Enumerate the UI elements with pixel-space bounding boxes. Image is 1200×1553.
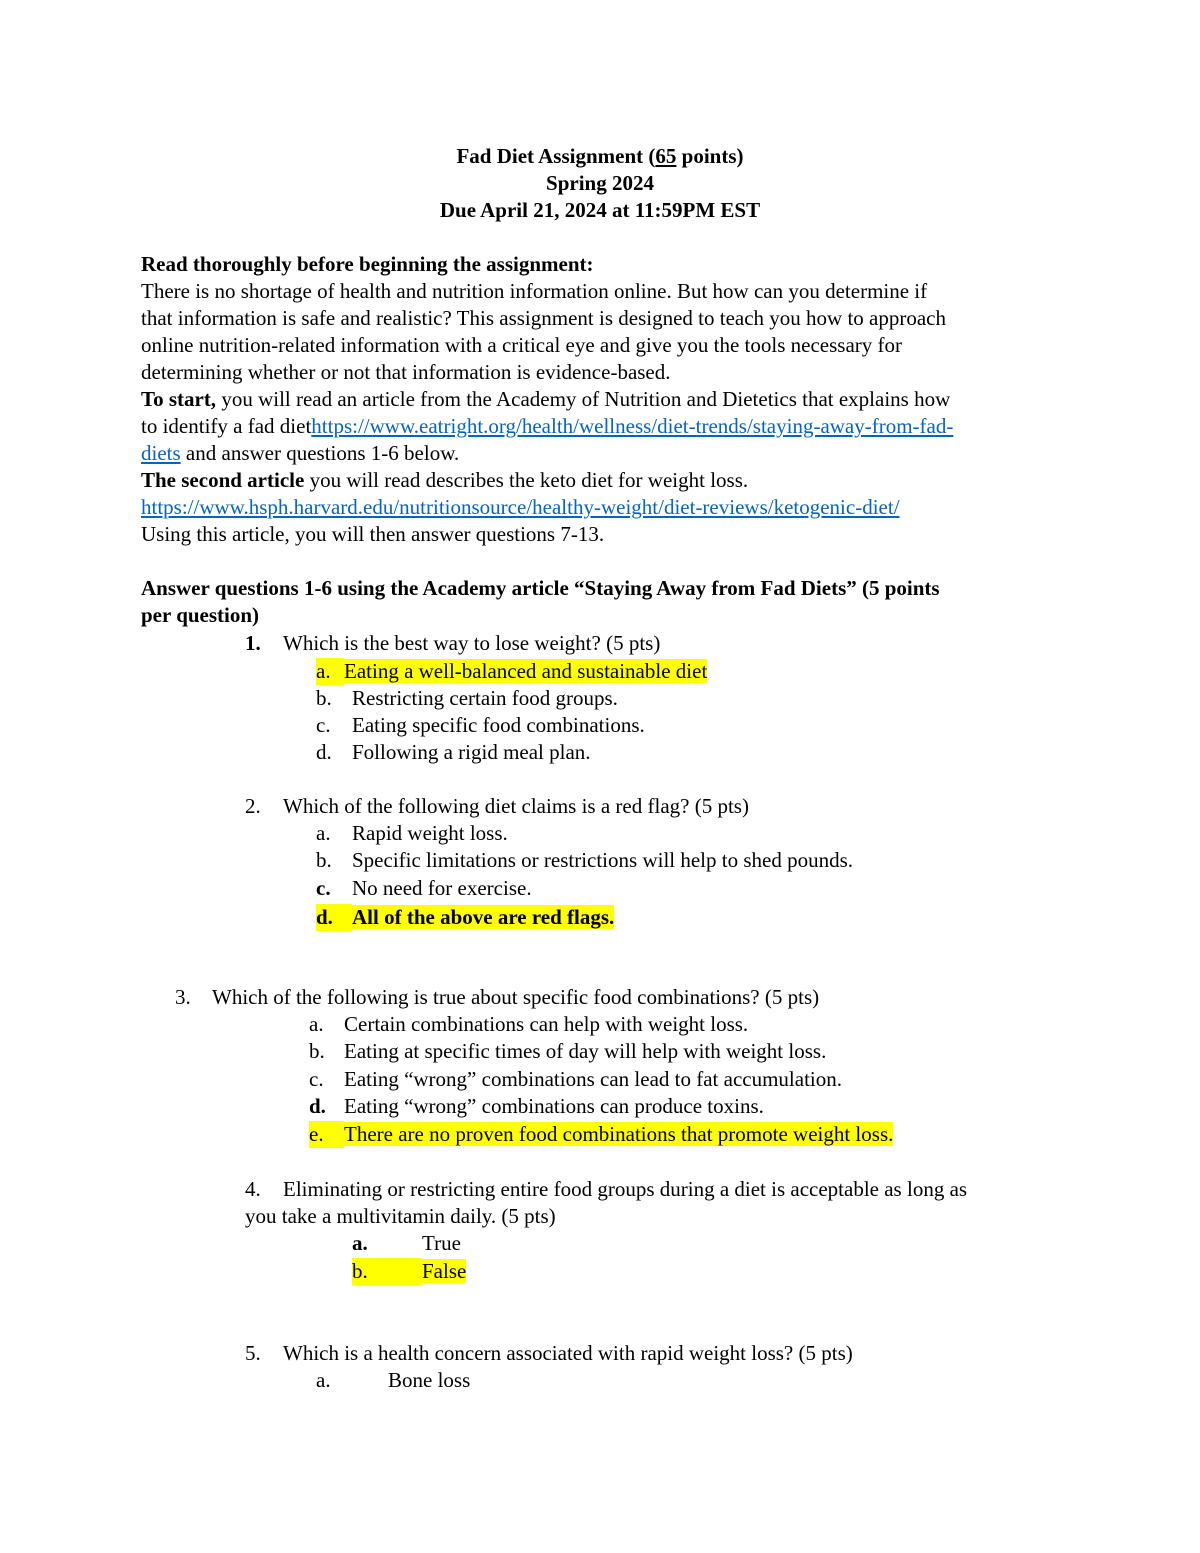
question-text: Eliminating or restricting entire food groups during a diet is acceptable as long as: [283, 1177, 968, 1201]
answer-option: c. Eating “wrong” combinations can lead to fat accumulation.: [309, 1067, 842, 1091]
answer-option: a. Bone loss: [316, 1368, 471, 1392]
answer-option: a. Rapid weight loss.: [316, 821, 508, 845]
start-instruction-cont: to identify a fad diethttps://www.eatright.org/health/wellness/diet-trends/staying-away-from-fad-: [141, 414, 954, 438]
question-text-cont: you take a multivitamin daily. (5 pts): [245, 1204, 556, 1228]
using-article-line: Using this article, you will then answer questions 7-13.: [141, 522, 605, 546]
start-instruction: To start, you will read an article from the Academy of Nutrition and Dietetics that explains how: [141, 387, 951, 411]
intro-paragraph-line: that information is safe and realistic? This assignment is designed to teach you how to approach: [141, 306, 946, 330]
intro-paragraph-line: online nutrition-related information with a critical eye and give you the tools necessary for: [141, 333, 903, 357]
answer-option-selected: d. All of the above are red flags.: [316, 905, 615, 929]
answer-option: b. Specific limitations or restrictions will help to shed pounds.: [316, 848, 854, 872]
start-instruction-cont: diets and answer questions 1-6 below.: [141, 441, 460, 465]
second-article-instruction: The second article you will read describes the keto diet for weight loss.: [141, 468, 749, 492]
eatright-article-link-cont[interactable]: diets: [141, 441, 181, 465]
answer-option-selected: b. False: [352, 1259, 467, 1283]
intro-paragraph-line: determining whether or not that information is evidence-based.: [141, 360, 671, 384]
assignment-title: Fad Diet Assignment (65 points): [456, 144, 744, 168]
question-text: Which is a health concern associated with rapid weight loss? (5 pts): [283, 1341, 853, 1365]
question-number: 1.: [245, 631, 261, 655]
answer-option: b. Eating at specific times of day will help with weight loss.: [309, 1039, 827, 1063]
second-article-link-line: [141, 494, 900, 521]
answer-option: a. Certain combinations can help with weight loss.: [309, 1012, 749, 1036]
section-heading-cont: per question): [141, 603, 260, 627]
due-date-line: Due April 21, 2024 at 11:59PM EST: [439, 198, 761, 222]
intro-heading: Read thoroughly before beginning the assignment:: [141, 252, 594, 276]
question-text: Which of the following is true about specific food combinations? (5 pts): [212, 985, 820, 1009]
intro-paragraph-line: There is no shortage of health and nutrition information online. But how can you determine if: [141, 279, 928, 303]
answer-option: c. No need for exercise.: [316, 876, 532, 900]
points-value: 65: [655, 144, 677, 168]
question-text: Which of the following diet claims is a red flag? (5 pts): [283, 794, 749, 818]
answer-option: a. Eating a well-balanced and sustainable diet: [316, 659, 708, 683]
answer-option: d. Eating “wrong” combinations can produce toxins.: [309, 1094, 764, 1118]
answer-option: c. Eating specific food combinations.: [316, 713, 645, 737]
answer-option: b. Restricting certain food groups.: [316, 686, 618, 710]
question-number: 5.: [245, 1341, 261, 1365]
question-number: 4.: [245, 1177, 261, 1201]
question-number: 2.: [245, 794, 261, 818]
section-heading: Answer questions 1-6 using the Academy article “Staying Away from Fad Diets” (5 points: [141, 576, 940, 600]
eatright-article-link[interactable]: https://www.eatright.org/health/wellness/diet-trends/staying-away-from-fad-: [311, 414, 954, 438]
harvard-keto-article-link[interactable]: https://www.hsph.harvard.edu/nutritionsource/healthy-weight/diet-reviews/ketogenic-diet/: [141, 495, 900, 519]
answer-option: a. True: [352, 1231, 461, 1255]
term-line: Spring 2024: [546, 171, 654, 195]
question-text: Which is the best way to lose weight? (5 pts): [283, 631, 661, 655]
answer-option-selected: e. There are no proven food combinations that promote weight loss.: [309, 1122, 894, 1146]
answer-option: d. Following a rigid meal plan.: [316, 740, 591, 764]
question-number: 3.: [175, 985, 191, 1009]
